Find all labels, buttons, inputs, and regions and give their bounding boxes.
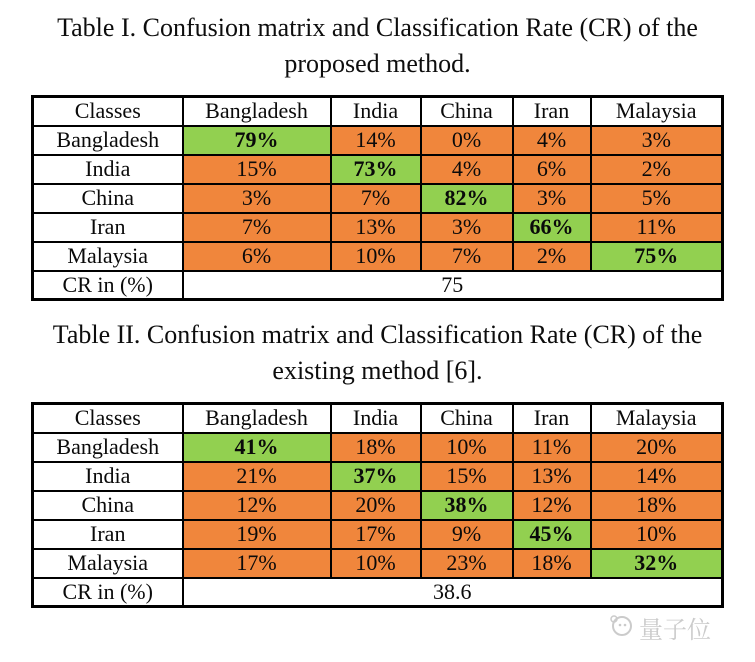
table-row	[33, 184, 723, 213]
matrix-cell-diagonal: 38%	[421, 491, 513, 520]
row-label: Malaysia	[33, 242, 183, 271]
table-row	[33, 491, 723, 520]
matrix-cell: 2%	[591, 155, 723, 184]
cr-value: 38.6	[183, 578, 723, 607]
matrix-cell: 20%	[591, 433, 723, 462]
header-cell-iran: Iran	[513, 97, 591, 126]
matrix-cell: 12%	[513, 491, 591, 520]
table1-header-row	[33, 97, 723, 126]
matrix-cell: 9%	[421, 520, 513, 549]
matrix-cell: 0%	[421, 126, 513, 155]
cr-value: 75	[183, 271, 723, 300]
header-cell-classes: Classes	[33, 404, 183, 433]
matrix-cell-diagonal: 45%	[513, 520, 591, 549]
matrix-cell: 7%	[183, 213, 331, 242]
matrix-cell-diagonal: 37%	[331, 462, 421, 491]
header-cell-bangladesh: Bangladesh	[183, 404, 331, 433]
table-row	[33, 126, 723, 155]
table1-confusion-matrix	[31, 95, 724, 301]
matrix-cell-diagonal: 73%	[331, 155, 421, 184]
row-label: China	[33, 491, 183, 520]
header-cell-india: India	[331, 97, 421, 126]
row-label: India	[33, 462, 183, 491]
table1-caption-line2: proposed method.	[284, 49, 471, 78]
matrix-cell: 18%	[591, 491, 723, 520]
matrix-cell: 10%	[331, 549, 421, 578]
qbitai-watermark	[608, 610, 711, 645]
table-row	[33, 155, 723, 184]
row-label: India	[33, 155, 183, 184]
table-row	[33, 520, 723, 549]
matrix-cell: 13%	[513, 462, 591, 491]
header-cell-india: India	[331, 404, 421, 433]
table-row	[33, 433, 723, 462]
matrix-cell: 4%	[421, 155, 513, 184]
matrix-cell: 19%	[183, 520, 331, 549]
matrix-cell: 20%	[331, 491, 421, 520]
matrix-cell: 3%	[513, 184, 591, 213]
table-row	[33, 242, 723, 271]
row-label: Bangladesh	[33, 433, 183, 462]
matrix-cell: 18%	[331, 433, 421, 462]
matrix-cell: 10%	[591, 520, 723, 549]
cr-label: CR in (%)	[33, 271, 183, 300]
matrix-cell: 6%	[513, 155, 591, 184]
matrix-cell: 3%	[591, 126, 723, 155]
row-label: Malaysia	[33, 549, 183, 578]
matrix-cell: 17%	[331, 520, 421, 549]
matrix-cell: 10%	[331, 242, 421, 271]
header-cell-malaysia: Malaysia	[591, 404, 723, 433]
matrix-cell: 3%	[183, 184, 331, 213]
matrix-cell: 6%	[183, 242, 331, 271]
matrix-cell: 11%	[591, 213, 723, 242]
row-label: Iran	[33, 520, 183, 549]
header-cell-bangladesh: Bangladesh	[183, 97, 331, 126]
header-cell-malaysia: Malaysia	[591, 97, 723, 126]
matrix-cell: 14%	[331, 126, 421, 155]
matrix-cell: 11%	[513, 433, 591, 462]
table-row	[33, 549, 723, 578]
header-cell-iran: Iran	[513, 404, 591, 433]
matrix-cell: 14%	[591, 462, 723, 491]
header-cell-china: China	[421, 404, 513, 433]
matrix-cell: 5%	[591, 184, 723, 213]
watermark-text: 量子位	[639, 616, 711, 644]
row-label: Iran	[33, 213, 183, 242]
table1-caption-line1: Table I. Confusion matrix and Classification Rate (CR) of the	[57, 13, 698, 42]
row-label: China	[33, 184, 183, 213]
cr-label: CR in (%)	[33, 578, 183, 607]
matrix-cell-diagonal: 66%	[513, 213, 591, 242]
matrix-cell: 3%	[421, 213, 513, 242]
matrix-cell: 2%	[513, 242, 591, 271]
table2-caption-line1: Table II. Confusion matrix and Classification Rate (CR) of the	[52, 320, 703, 349]
matrix-cell-diagonal: 82%	[421, 184, 513, 213]
matrix-cell: 15%	[183, 155, 331, 184]
matrix-cell: 17%	[183, 549, 331, 578]
matrix-cell: 13%	[331, 213, 421, 242]
matrix-cell: 23%	[421, 549, 513, 578]
table2-header-row	[33, 404, 723, 433]
header-cell-china: China	[421, 97, 513, 126]
table-row	[33, 462, 723, 491]
table1-caption	[0, 10, 755, 82]
table2-confusion-matrix	[31, 402, 724, 608]
matrix-cell-diagonal: 79%	[183, 126, 331, 155]
row-label: Bangladesh	[33, 126, 183, 155]
matrix-cell: 12%	[183, 491, 331, 520]
matrix-cell: 21%	[183, 462, 331, 491]
matrix-cell: 7%	[421, 242, 513, 271]
matrix-cell-diagonal: 32%	[591, 549, 723, 578]
matrix-cell: 10%	[421, 433, 513, 462]
cr-row	[33, 578, 723, 607]
cr-row	[33, 271, 723, 300]
matrix-cell: 4%	[513, 126, 591, 155]
table2-caption	[0, 317, 755, 389]
matrix-cell: 18%	[513, 549, 591, 578]
qbitai-logo-icon	[608, 612, 634, 644]
matrix-cell: 7%	[331, 184, 421, 213]
matrix-cell: 15%	[421, 462, 513, 491]
matrix-cell-diagonal: 41%	[183, 433, 331, 462]
table2-caption-line2: existing method [6].	[272, 356, 483, 385]
matrix-cell-diagonal: 75%	[591, 242, 723, 271]
header-cell-classes: Classes	[33, 97, 183, 126]
table-row	[33, 213, 723, 242]
